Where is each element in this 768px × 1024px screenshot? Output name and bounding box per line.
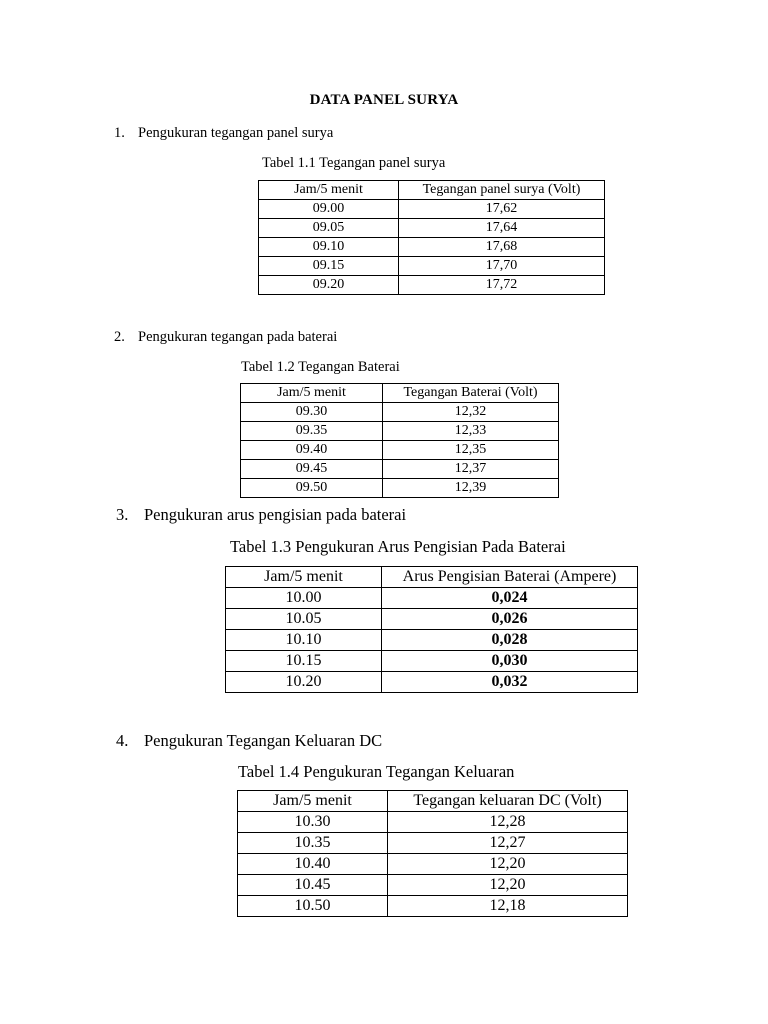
time-cell: 09.45	[241, 460, 383, 479]
table-charging-current	[225, 566, 638, 693]
table-row	[226, 630, 638, 651]
table-row	[238, 812, 628, 833]
value-cell: 12,18	[388, 896, 628, 917]
time-cell: 10.45	[238, 875, 388, 896]
table-row	[259, 238, 605, 257]
time-cell: 10.30	[238, 812, 388, 833]
value-cell: 17,70	[399, 257, 605, 276]
time-cell: 09.05	[259, 219, 399, 238]
time-cell: 10.05	[226, 609, 382, 630]
value-cell: 12,39	[383, 479, 559, 498]
value-cell: 17,72	[399, 276, 605, 295]
section-heading-text: Pengukuran arus pengisian pada baterai	[144, 505, 407, 524]
table-row	[238, 875, 628, 896]
table-row	[241, 403, 559, 422]
section-heading-text: Pengukuran tegangan pada baterai	[138, 329, 338, 345]
value-cell: 12,33	[383, 422, 559, 441]
section-heading-text: Pengukuran Tegangan Keluaran DC	[144, 731, 383, 750]
table-battery-voltage	[240, 383, 559, 498]
page-title: DATA PANEL SURYA	[309, 92, 459, 108]
value-cell: 17,68	[399, 238, 605, 257]
time-cell: 10.20	[226, 672, 382, 693]
value-cell: 12,27	[388, 833, 628, 854]
table-row	[226, 588, 638, 609]
table-header-row	[259, 181, 605, 200]
value-cell: 0,026	[382, 609, 638, 630]
table-caption-1: Tabel 1.1 Tegangan panel surya	[262, 155, 446, 171]
time-cell: 09.50	[241, 479, 383, 498]
table-header-row	[241, 384, 559, 403]
table-row	[259, 257, 605, 276]
table-row	[241, 479, 559, 498]
time-cell: 10.10	[226, 630, 382, 651]
value-cell: 12,35	[383, 441, 559, 460]
table-row	[241, 441, 559, 460]
section-number: 2.	[114, 329, 125, 345]
table-row	[238, 833, 628, 854]
column-header: Jam/5 menit	[226, 567, 382, 588]
value-cell: 12,37	[383, 460, 559, 479]
value-cell: 12,20	[388, 875, 628, 896]
time-cell: 10.35	[238, 833, 388, 854]
section-heading-4	[116, 731, 382, 751]
value-cell: 12,20	[388, 854, 628, 875]
time-cell: 10.00	[226, 588, 382, 609]
time-cell: 10.50	[238, 896, 388, 917]
table-dc-output-voltage	[237, 790, 628, 917]
value-cell: 0,032	[382, 672, 638, 693]
time-cell: 10.40	[238, 854, 388, 875]
value-cell: 17,62	[399, 200, 605, 219]
value-cell: 0,028	[382, 630, 638, 651]
column-header: Tegangan panel surya (Volt)	[399, 181, 605, 200]
section-heading-1	[114, 125, 333, 142]
section-heading-text: Pengukuran tegangan panel surya	[138, 125, 334, 141]
table-panel-voltage	[258, 180, 605, 295]
time-cell: 09.15	[259, 257, 399, 276]
section-number: 1.	[114, 125, 125, 141]
column-header: Tegangan Baterai (Volt)	[383, 384, 559, 403]
table-caption-3: Tabel 1.3 Pengukuran Arus Pengisian Pada Baterai	[230, 537, 566, 556]
table-caption-2: Tabel 1.2 Tegangan Baterai	[241, 359, 400, 375]
column-header: Jam/5 menit	[259, 181, 399, 200]
table-row	[238, 896, 628, 917]
time-cell: 09.10	[259, 238, 399, 257]
table-header-row	[226, 567, 638, 588]
value-cell: 12,28	[388, 812, 628, 833]
value-cell: 0,030	[382, 651, 638, 672]
section-number: 4.	[116, 731, 129, 750]
time-cell: 09.35	[241, 422, 383, 441]
column-header: Arus Pengisian Baterai (Ampere)	[382, 567, 638, 588]
table-row	[259, 276, 605, 295]
time-cell: 09.40	[241, 441, 383, 460]
table-row	[226, 651, 638, 672]
table-row	[226, 672, 638, 693]
table-caption-4: Tabel 1.4 Pengukuran Tegangan Keluaran	[238, 762, 515, 781]
section-number: 3.	[116, 505, 129, 524]
section-heading-3	[116, 505, 406, 525]
table-row	[226, 609, 638, 630]
time-cell: 09.00	[259, 200, 399, 219]
table-row	[241, 422, 559, 441]
table-row	[238, 854, 628, 875]
table-row	[259, 219, 605, 238]
table-header-row	[238, 791, 628, 812]
time-cell: 09.30	[241, 403, 383, 422]
column-header: Jam/5 menit	[238, 791, 388, 812]
time-cell: 09.20	[259, 276, 399, 295]
time-cell: 10.15	[226, 651, 382, 672]
column-header: Tegangan keluaran DC (Volt)	[388, 791, 628, 812]
value-cell: 12,32	[383, 403, 559, 422]
value-cell: 0,024	[382, 588, 638, 609]
section-heading-2	[114, 329, 337, 346]
table-row	[259, 200, 605, 219]
table-row	[241, 460, 559, 479]
value-cell: 17,64	[399, 219, 605, 238]
column-header: Jam/5 menit	[241, 384, 383, 403]
